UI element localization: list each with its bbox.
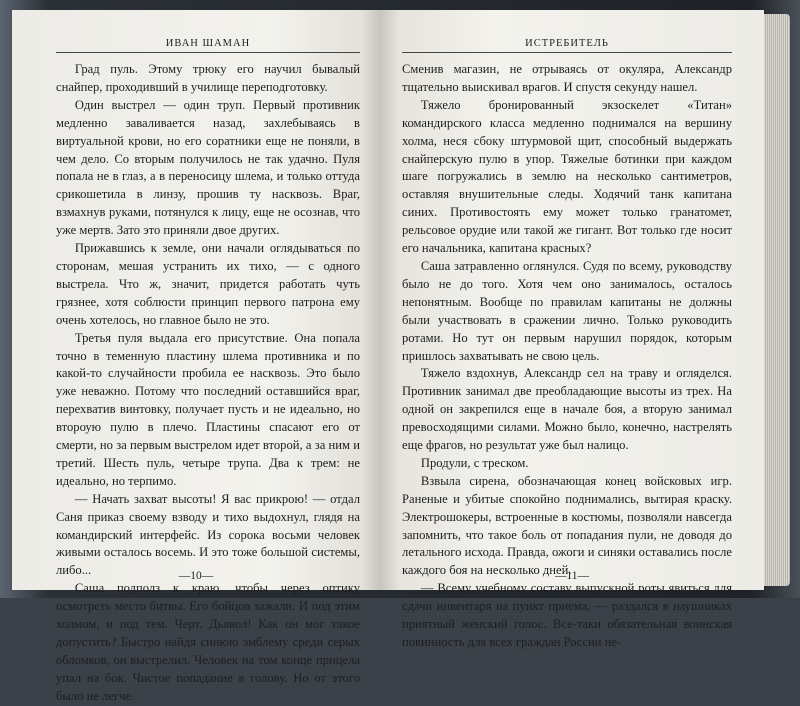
left-page	[12, 10, 380, 703]
paragraph: Взвыла сирена, обозначающая конец войсковых игр. Раненые и убитые спокойно поднимались, вытирая краску. Электрошокеры, встроенные в костюмы, позволяли навсегда запомнить, что такое боль от попадания пули, не доводя до летального исхода. Правда, ожоги и синяки оставались после каждого боя на несколько дней.	[402, 473, 732, 578]
paragraph: Град пуль. Этому трюку его научил бывалый снайпер, проходивший в училище переподготовку.	[56, 62, 360, 94]
running-header: ИВАН ШАМАН	[56, 38, 360, 53]
page-number: —10—	[178, 570, 214, 582]
page-number: —11—	[554, 570, 590, 582]
paragraph: Сменив магазин, не отрываясь от окуляра, Александр тщательно выискивал врагов. И спустя секунду нашел.	[402, 62, 732, 94]
paragraph: Саша затравленно оглянулся. Судя по всему, руководству было не до того. Хотя чем оно занималось, осталось непонятным. Вообще по правилам капитаны не должны были участвовать в сражении лично. Только руководить ротами. Но тут он первым нарушил порядок, которым пришлось захватывать не свою цель.	[402, 258, 732, 363]
page-body	[56, 61, 360, 706]
right-page	[380, 10, 764, 649]
paragraph: Саша подполз к краю, чтобы через оптику осмотреть место битвы. Его бойцов зажали. И под этим холмом, и под тем. Черт. Дьявол! Как он мог такое допустить? Быстро найдя синюю эмблему среди серых обломков, он выстрелил. Человек на том конце прицела упал на бок. Чистое попадание в голову. Но от этого было не легче.	[56, 581, 360, 703]
paragraph: — Начать захват высоты! Я вас прикрою! — отдал Саня приказ своему взводу и тихо выдохнул, глядя на командирский интерфейс. Из сорока восьми человек живыми осталось восемь. И это тоже большой системы, либо...	[56, 491, 360, 578]
page-edges	[764, 14, 790, 586]
paragraph: Прижавшись к земле, они начали оглядываться по сторонам, мешая устранить их тихо, — с одного выстрела. Что ж, значит, придется работать чуть грязнее, хотя соблюсти принцип первого патрона ему очень хотелось, но главное было не это.	[56, 241, 360, 327]
paragraph: Третья пуля выдала его присутствие. Она попала точно в теменную пластину шлема противника и по какой-то случайности пробила ее насквозь. Это было уже неважно. Потому что последний оставшийся враг, перехватив винтовку, получает пусть и не идеально, но второую пулю в плечо. Пластины спасают его от смерти, но за первым выстрелом идет второй, а за ним и третий. Шесть пуль, четыре трупа. Два к трем: не идеально, но терпимо.	[56, 330, 360, 488]
paragraph: Один выстрел — один труп. Первый противник медленно заваливается назад, захлебываясь в виртуальной крови, но его соратники еще не поняли, в чем дело. Со вторым получилось не так удачно. Пуля попала не в глаз, а в переносицу шлема, и только оттуда срикошетила в линзу, прошив ту насквозь. Враг, взмахнув руками, потянулся к лицу, еще не осознав, что уже мертв. Зато это приняли двое других.	[56, 97, 360, 238]
page-body	[402, 61, 732, 652]
paragraph: — Всему учебному составу выпускной роты явиться для сдачи инвентаря на пункт приема, — раздался в наушниках приятный женский голос. Все-таки обязательная воинская повинность для всех граждан России не-	[402, 581, 732, 649]
paragraph: Продули, с треском.	[420, 455, 529, 470]
paragraph: Тяжело бронированный экзоскелет «Титан» командирского класса медленно поднимался на вершину холма, неся сбоку штурмовой щит, способный выдержать снайперскую пулю в упор. Тяжелые ботинки при каждом шаге погружались в землю на несколько сантиметров, оставляя внушительные следы. Ходячий танк капитана синих. Противостоять ему может только гранатомет, рельсовое орудие или такой же гигант. Вот только где носит его начальника, капитана красных?	[402, 97, 732, 256]
running-header: ИСТРЕБИТЕЛЬ	[402, 38, 732, 53]
paragraph: Тяжело вздохнув, Александр сел на траву и огляделся. Противник занимал две преобладающие высоты из трех. На одной он закрепился еще в начале боя, а вторую занимал превосходящими силами. Можно было, конечно, настрелять еще фрагов, но результат уже был налицо.	[402, 366, 732, 453]
